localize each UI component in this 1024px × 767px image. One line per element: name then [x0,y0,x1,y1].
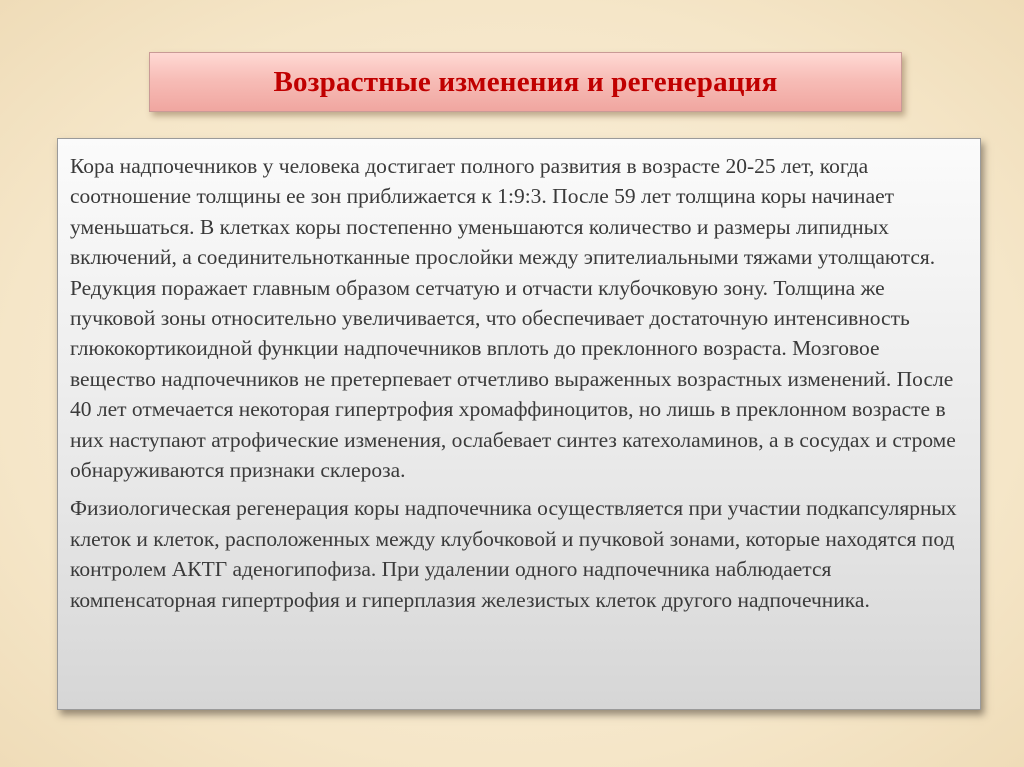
title-box [149,52,902,112]
paragraph-regeneration: Физиологическая регенерация коры надпочечника осуществляется при участии подкапсулярных клеток и клеток, расположенных между клубочковой и пучковой зонами, которые находятся под контролем АКТГ аденогипофиза. При удалении одного надпочечника наблюдается компенсаторная гипертрофия и гиперплазия железистых клеток другого надпочечника. [70,496,957,612]
content-box [57,138,981,710]
slide-title: Возрастные изменения и регенерация [273,65,778,98]
paragraph-age-changes: Кора надпочечников у человека достигает полного развития в возрасте 20-25 лет, когда соотношение толщины ее зон приближается к 1:9:3. После 59 лет толщина коры начинает уменьшаться. В клетках коры постепенно уменьшаются количество и размеры липидных включений, а соединительнотканные прослойки между эпителиальными тяжами утолщаются. Редукция поражает главным образом сетчатую и отчасти клубочковую зону. Толщина же пучковой зоны относительно увеличивается, что обеспечивает достаточную интенсивность глюкокортикоидной функции надпочечников вплоть до преклонного возраста. Мозговое вещество надпочечников не претерпевает отчетливо выраженных возрастных изменений. После 40 лет отмечается некоторая гипертрофия хромаффиноцитов, но лишь в преклонном возрасте в них наступают атрофические изменения, ослабевает синтез катехоламинов, а в сосудах и строме обнаруживаются признаки склероза. [70,154,956,483]
